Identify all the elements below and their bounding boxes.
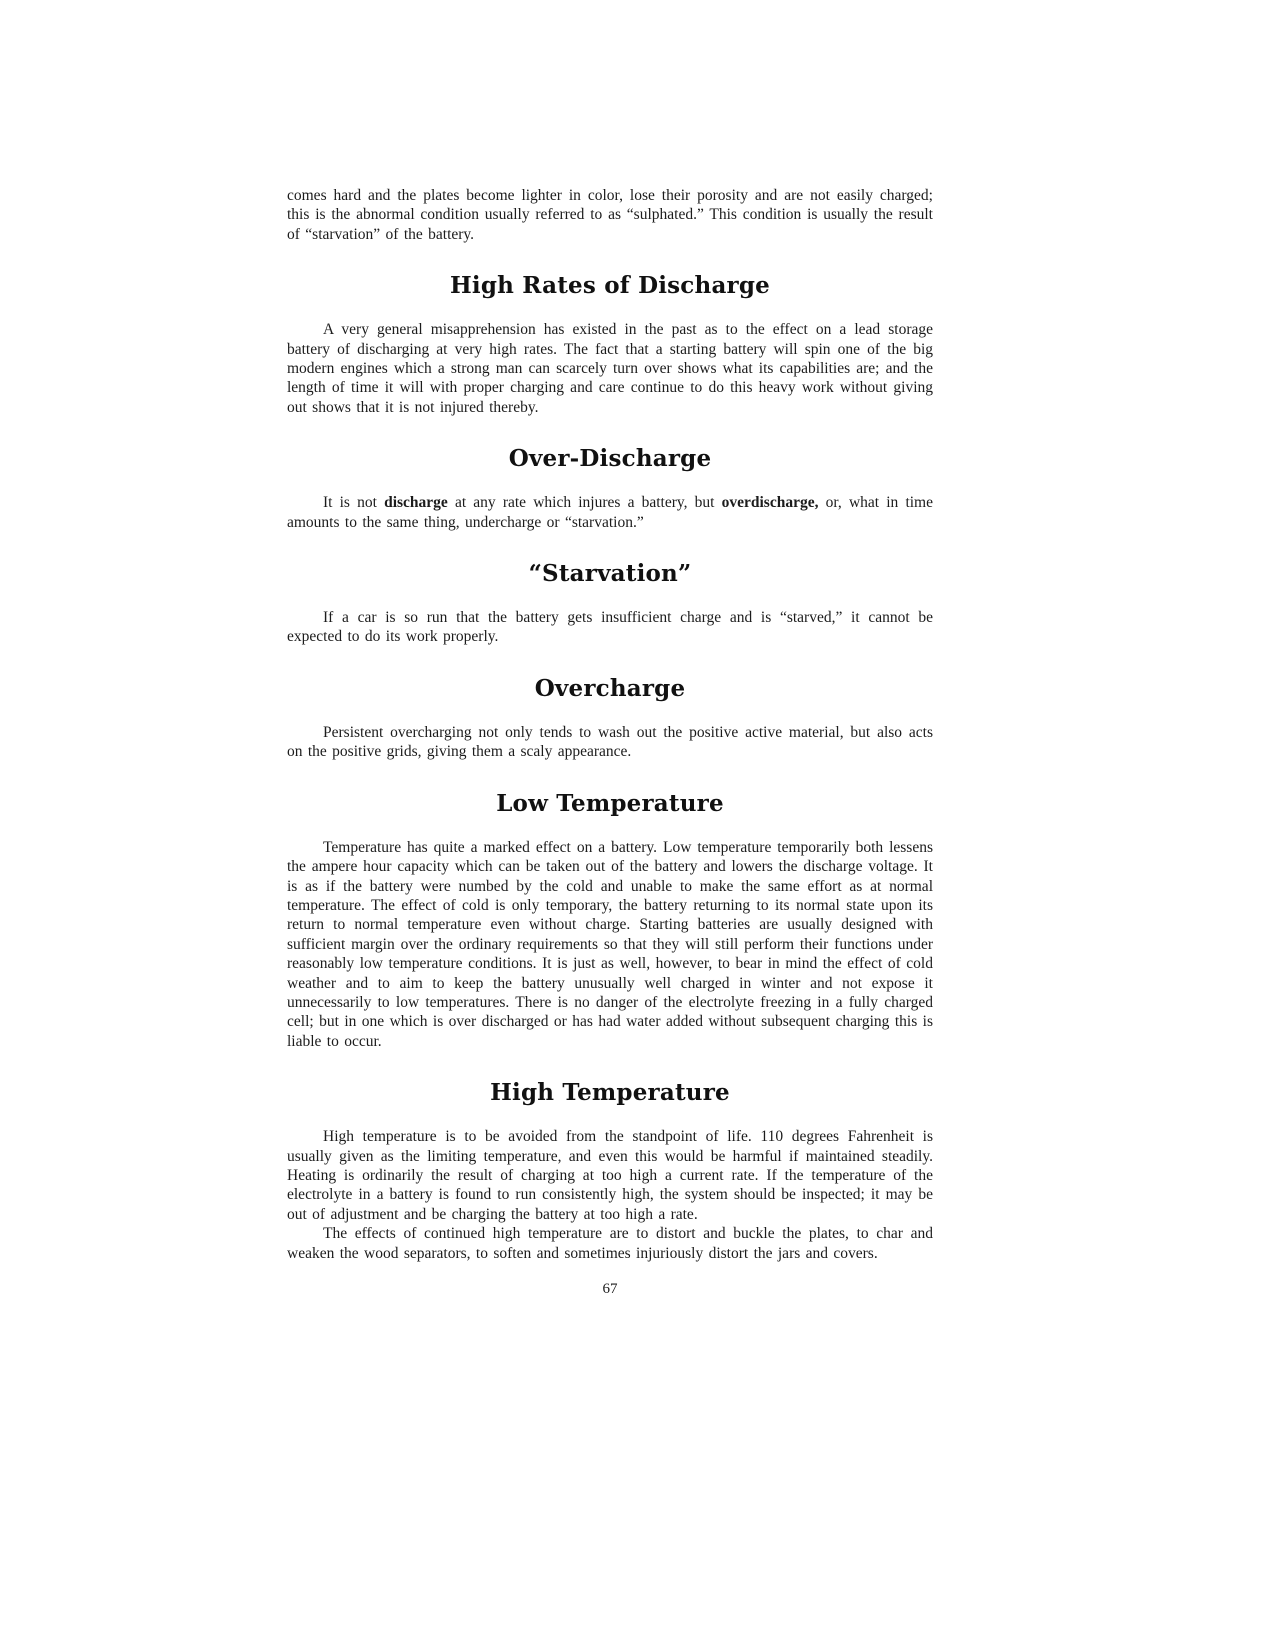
text-run: It is not [323, 494, 385, 512]
section-heading-high-temperature: High Temperature [490, 1079, 730, 1107]
paragraph: Temperature has quite a marked effect on a battery. Low temperature temporarily both lessens the ampere hour capacity which can be taken out of the battery and lowers the discharge voltage. It is as if the battery were numbed by the cold and unable to make the same effort as at normal temperature. The effect of cold is only temporary, the battery returning to its normal state upon its return to normal temperature even without charge. Starting batteries are usually designed with sufficient margin over the ordinary requirements so that they will still perform their functions under reasonably low temperature conditions. It is just as well, however, to bear in mind the effect of cold weather and to aim to keep the battery unusually well charged in winter and not expose it unnecessarily to low temperatures. There is no danger of the electrolyte freezing in a fully charged cell; but in one which is over discharged or has had water added without subsequent charging this is liable to occur. [287, 838, 933, 1050]
paragraph [287, 493, 933, 532]
section-heading-high-rates-of-discharge: High Rates of Discharge [450, 272, 770, 300]
text-run-bold: overdischarge, [721, 494, 819, 512]
text-run: at any rate which injures a battery, but [447, 494, 722, 512]
text-column [287, 186, 933, 1298]
page-number: 67 [602, 1281, 618, 1297]
paragraph: A very general misapprehension has existed in the past as to the effect on a lead storage battery of discharging at very high rates. The fact that a starting battery will spin one of the big modern engines which a strong man can scarcely turn over shows what its capabilities are; and the length of time it will with proper charging and care continue to do this heavy work without giving out shows that it is not injured thereby. [287, 321, 933, 416]
paragraph: If a car is so run that the battery gets insufficient charge and is “starved,” it cannot be expected to do its work properly. [287, 609, 933, 646]
section-heading-starvation: “Starvation” [528, 560, 692, 588]
paragraph: High temperature is to be avoided from the standpoint of life. 110 degrees Fahrenheit is usually given as the limiting temperature, and even this would be harmful if maintained steadily. Heating is ordinarily the result of charging at too high a current rate. If the temperature of the electrolyte in a battery is found to run consistently high, the system should be inspected; it may be out of adjustment and be charging the battery at too high a rate. [287, 1128, 933, 1223]
intro-paragraph: comes hard and the plates become lighter in color, lose their porosity and are not easily charged; this is the abnormal condition usually referred to as “sulphated.” This condition is usually the result of “starvation” of the battery. [287, 187, 933, 243]
text-run: or, what in time amounts to the same thing, undercharge or “starvation.” [287, 494, 933, 531]
paragraph: The effects of continued high temperature are to distort and buckle the plates, to char and weaken the wood separators, to soften and sometimes injuriously distort the jars and covers. [287, 1225, 933, 1262]
text-run-bold: discharge [384, 494, 448, 512]
section-heading-overcharge: Overcharge [534, 674, 686, 702]
section-heading-over-discharge: Over-Discharge [508, 445, 712, 473]
section-heading-low-temperature: Low Temperature [496, 789, 724, 817]
paragraph: Persistent overcharging not only tends to wash out the positive active material, but also acts on the positive grids, giving them a scaly appearance. [287, 723, 933, 761]
